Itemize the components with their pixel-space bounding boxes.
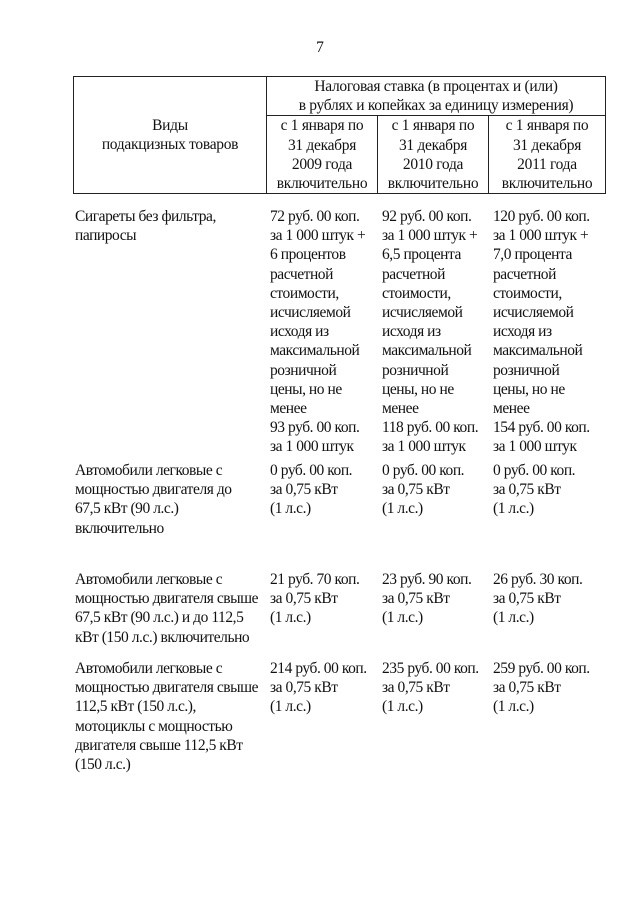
- rate-2009: 21 руб. 70 коп. за 0,75 кВт (1 л.с.): [270, 571, 360, 627]
- rate-2010: 235 руб. 00 коп. за 0,75 кВт (1 л.с.): [382, 660, 479, 716]
- rate-2009: 214 руб. 00 коп. за 0,75 кВт (1 л.с.): [270, 660, 367, 716]
- rate-header: Налоговая ставка (в процентах и (или) в рублях и копейках за единицу измерения): [267, 77, 606, 116]
- table-header: [73, 76, 606, 194]
- period-header-2009: с 1 января по 31 декабря 2009 года включительно: [267, 116, 378, 194]
- goods-name: Автомобили легковые с мощностью двигателя свыше 67,5 кВт (90 л.с.) и до 112,5 кВт (150 л.с.) включительно: [75, 571, 259, 646]
- goods-column-header: Виды подакцизных товаров: [74, 77, 267, 194]
- goods-name: Автомобили легковые с мощностью двигателя до 67,5 кВт (90 л.с.) включительно: [75, 462, 232, 537]
- period-header-2010: с 1 января по 31 декабря 2010 года включительно: [378, 116, 489, 194]
- rate-2011: 259 руб. 00 коп. за 0,75 кВт (1 л.с.): [493, 660, 590, 716]
- rate-2010: 0 руб. 00 коп. за 0,75 кВт (1 л.с.): [382, 462, 465, 518]
- rate-2011: 120 руб. 00 коп. за 1 000 штук + 7,0 процента расчетной стоимости, исчисляемой исходя из максимальной розничной цены, но не менее 154 руб. 00 коп. за 1 000 штук: [493, 208, 590, 456]
- rate-2009: 72 руб. 00 коп. за 1 000 штук + 6 процентов расчетной стоимости, исчисляемой исходя из максимальной розничной цены, но не менее 93 руб. 00 коп. за 1 000 штук: [270, 208, 366, 456]
- goods-name: Автомобили легковые с мощностью двигателя свыше 112,5 кВт (150 л.с.), мотоциклы с мощностью двигателя свыше 112,5 кВт (150 л.с.): [75, 660, 259, 774]
- rate-2011: 0 руб. 00 коп. за 0,75 кВт (1 л.с.): [493, 462, 576, 518]
- rate-2009: 0 руб. 00 коп. за 0,75 кВт (1 л.с.): [270, 462, 353, 518]
- rate-2010: 23 руб. 90 коп. за 0,75 кВт (1 л.с.): [382, 571, 472, 627]
- rate-2011: 26 руб. 30 коп. за 0,75 кВт (1 л.с.): [493, 571, 583, 627]
- rate-2010: 92 руб. 00 коп. за 1 000 штук + 6,5 процента расчетной стоимости, исчисляемой исходя из максимальной розничной цены, но не менее 118 руб. 00 коп. за 1 000 штук: [382, 208, 479, 456]
- period-header-2011: с 1 января по 31 декабря 2011 года включительно: [489, 116, 606, 194]
- goods-name: Сигареты без фильтра, папиросы: [75, 208, 216, 245]
- page-number: 7: [316, 39, 324, 56]
